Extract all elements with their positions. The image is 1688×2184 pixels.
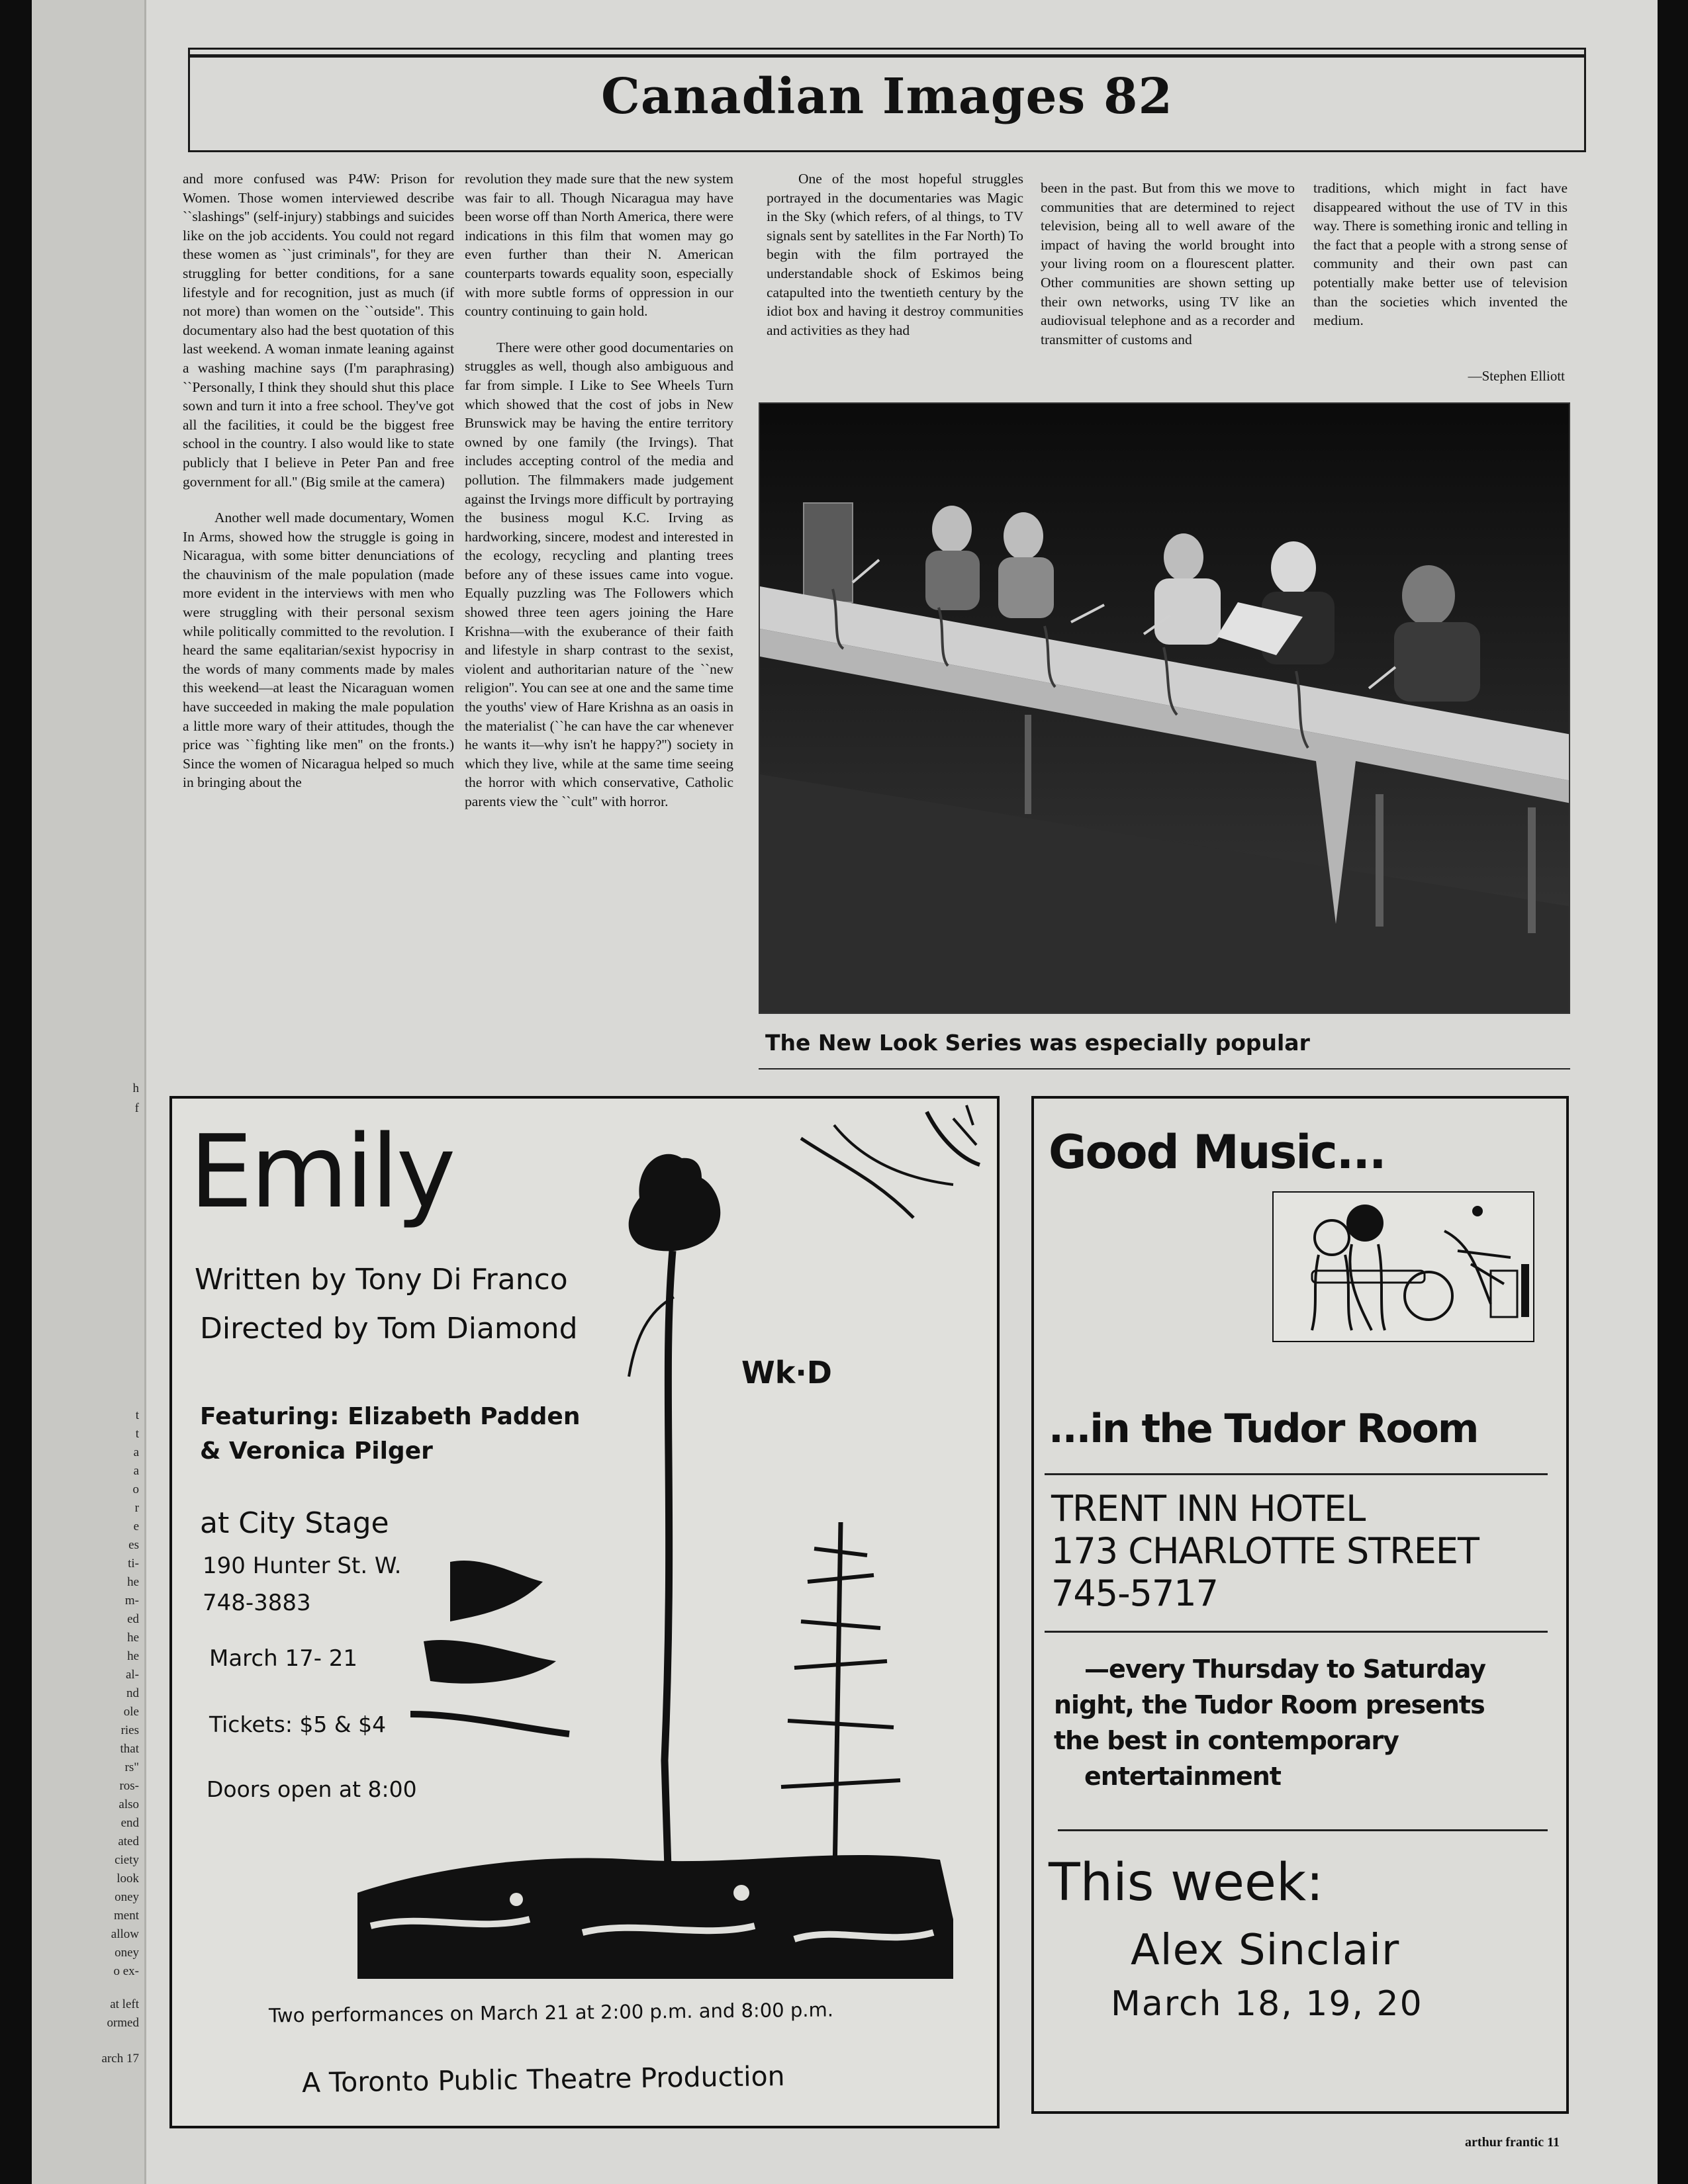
article-paragraph: revolution they made sure that the new system was fair to all. Though Nicaragua may have been worse off than North America, there were indications in this film that women may go even further than their N. American counterparts towards equality soon, especially with more subtle forms of oppression in our country continuing to gain hold. <box>465 171 733 320</box>
fold-text-fragment: o <box>132 1482 139 1496</box>
panel-photo-drawing <box>760 404 1570 1014</box>
article-column-5 <box>1313 179 1568 357</box>
fold-text-fragment: ti- <box>128 1557 139 1570</box>
fold-text-fragment: al- <box>125 1668 139 1682</box>
music-rule-2 <box>1045 1631 1548 1633</box>
fold-text-fragment: that <box>120 1742 139 1756</box>
fold-text-fragment: m- <box>124 1594 139 1608</box>
fold-text-fragment: ole <box>123 1705 139 1719</box>
article-column-1 <box>183 169 454 1083</box>
fold-text-fragment: r <box>134 1501 139 1515</box>
fold-text-fragment: h <box>132 1081 139 1095</box>
artist-dates: March 18, 19, 20 <box>1111 1984 1423 2024</box>
newspaper-page <box>32 0 1658 2184</box>
fold-text-fragment: f <box>134 1101 139 1115</box>
promo-line-4: entertainment <box>1084 1762 1281 1791</box>
fold-text-fragment: ormed <box>107 2016 139 2030</box>
ad-headline: Good Music... <box>1049 1125 1385 1179</box>
director-credit: Directed by Tom Diamond <box>200 1312 578 1345</box>
fold-text-fragment: he <box>127 1649 139 1663</box>
article-paragraph: There were other good documentaries on struggles as well, though also ambiguous and far from simple. I Like to See Wheels Turn which showed that the cost of jobs in New Brunswick may be having the entire territory owned by one family (the Irvings). That includes accepting control of the media and pollution. The filmmakers made judgement against the Irvings more difficult by portraying the business mogul K.C. Irving as hardworking, sincere, modest and interested in the ecology, recycling and planting trees before any of these issues came into vogue. Equally puzzling was The Followers which showed three teen agers joining the Hare Krishna—with the exuberance of their faith and lifestyle in sharp contrast to the sexist, violent and authoritarian nature of the ``new religion''. You can see at one and the same time the youths' view of Hare Krishna as an oasis in the materialist (``he can have the car whenever he wants it—why isn't he happy?'') society in which they live, while at the same time seeing the horror with which conservative, Catholic parents view the ``cult'' with horror. <box>465 339 733 809</box>
fold-text-fragment: t <box>135 1408 139 1422</box>
fold-text-fragment: rs" <box>124 1760 139 1774</box>
promo-line-3: the best in contemporary <box>1054 1726 1399 1755</box>
fold-text-fragment: ries <box>120 1723 139 1737</box>
fold-text-fragment: allow <box>111 1927 139 1941</box>
fold-text-fragment: ros- <box>119 1779 139 1793</box>
venue-address: 190 Hunter St. W. <box>203 1553 402 1579</box>
tudor-room-advertisement <box>1031 1096 1569 2114</box>
fold-text-fragment: look <box>117 1872 139 1886</box>
article-column-2 <box>465 169 733 1083</box>
hotel-street: 173 CHARLOTTE STREET <box>1051 1530 1479 1572</box>
fold-text-fragment: also <box>118 1797 139 1811</box>
play-title: Emily <box>189 1113 453 1230</box>
fold-text-fragment: t <box>135 1427 139 1441</box>
music-rule-3 <box>1058 1829 1548 1831</box>
performance-times: Two performances on March 21 at 2:00 p.m. and 8:00 p.m. <box>268 1998 834 2027</box>
ticket-prices: Tickets: $5 & $4 <box>209 1711 387 1737</box>
band-illustration <box>1272 1191 1534 1342</box>
bird-marks: Wk·D <box>741 1355 832 1390</box>
fold-text-fragment: ated <box>118 1835 139 1848</box>
featured-artist: Alex Sinclair <box>1131 1926 1400 1975</box>
fold-text-fragment: e <box>133 1520 139 1533</box>
venue-phone: 748-3883 <box>203 1590 311 1616</box>
fold-text-fragment: ment <box>114 1909 139 1923</box>
doors-time: Doors open at 8:00 <box>207 1776 417 1802</box>
caption-rule <box>759 1068 1570 1069</box>
fold-text-fragment: he <box>127 1575 139 1589</box>
article-paragraph: traditions, which might in fact have disappeared without the use of TV in this way. There is something ironic and telling in the fact that a people with a strong sense of community and their own past can potentially make better use of television than the societies which invented the medium. <box>1313 180 1568 329</box>
fold-text-fragment: ciety <box>115 1853 139 1867</box>
page-header <box>188 48 1586 152</box>
fold-text-fragment: a <box>133 1464 139 1478</box>
fold-text-fragment: oney <box>115 1890 139 1904</box>
fold-text-fragment: end <box>120 1816 139 1830</box>
promo-line-2: night, the Tudor Room presents <box>1054 1690 1485 1719</box>
featuring-line-2: & Veronica Pilger <box>200 1437 433 1465</box>
this-week-label: This week: <box>1049 1853 1324 1913</box>
playwright-credit: Written by Tony Di Franco <box>195 1263 568 1297</box>
run-dates: March 17- 21 <box>209 1645 358 1672</box>
article-paragraph: One of the most hopeful struggles portrayed in the documentaries was Magic in the Sky (which refers, of al things, to TV signals sent by satellites in the Far North) To begin with the film portrayed the understandable shock of Eskimos being catapulted into the twentieth century by the idiot box and having it destroy communities and activities as they had <box>767 171 1023 338</box>
venue-name: at City Stage <box>200 1506 389 1540</box>
article-column-3 <box>767 169 1023 388</box>
fold-text-fragment: o ex- <box>113 1964 139 1978</box>
fold-text-fragment: at left <box>110 1997 139 2011</box>
page-title: Canadian Images 82 <box>600 68 1174 125</box>
fold-text-fragment: es <box>128 1538 139 1552</box>
emily-play-advertisement <box>169 1096 1000 2128</box>
article-signature: —Stephen Elliott <box>1468 368 1565 384</box>
article-paragraph: Another well made documentary, Women In Arms, showed how the struggle is going in Nicaragua, with some bitter denunciations of the chauvinism of the male population (made more evident in the interviews with men who were struggling with their personal sexism while politically committed to the revolution. I heard the same eqalitarian/sexist hypocrisy in the words of many comments made by males this weekend—at least the Nicaraguan women have succeeded in making the male population a little more wary of their attitudes, though the price was ``fighting like men'' on the fronts.) Since the women of Nicaragua helped so much in bringing about the <box>183 510 454 791</box>
article-paragraph: been in the past. But from this we move to communities that are determined to reject television, being all to well aware of the impact of having the world brought into your living room on a flourescent platter. Other communities are shown setting up their own networks, using TV like an audiovisual telephone and as a recorder and transmitter of customs and <box>1041 180 1295 347</box>
fold-text-fragment: he <box>127 1631 139 1645</box>
article-column-4 <box>1041 179 1295 390</box>
featuring-line-1: Featuring: Elizabeth Padden <box>200 1403 581 1430</box>
photo-caption: The New Look Series was especially popular <box>765 1030 1310 1056</box>
music-rule-1 <box>1045 1473 1548 1475</box>
page-footer: arthur frantic 11 <box>1465 2135 1560 2150</box>
fold-text-fragment: a <box>133 1445 139 1459</box>
hotel-phone: 745-5717 <box>1051 1572 1218 1614</box>
fold-text-fragment: ed <box>127 1612 139 1626</box>
production-company: A Toronto Public Theatre Production <box>301 2060 785 2099</box>
previous-page-fold <box>32 0 146 2184</box>
fold-text-fragment: arch 17 <box>101 2052 139 2066</box>
winter-trees-illustration <box>172 1099 1000 2128</box>
panel-photograph <box>759 402 1570 1014</box>
promo-line-1: —every Thursday to Saturday <box>1084 1655 1486 1684</box>
fold-text-fragment: oney <box>115 1946 139 1960</box>
hotel-name: TRENT INN HOTEL <box>1051 1488 1366 1529</box>
article-paragraph: and more confused was P4W: Prison for Women. Those women interviewed describe ``slashings'' (self-injury) stabbings and suicides like on the job accidents. You could not regard these women as ``just criminals'', for they are struggling for better conditions, for a sane lifestyle and for recognition, just as much (if not more) than women on the ``outside''. This documentary also had the best quotation of this last weekend. A woman inmate leaning against a washing machine says (I'm paraphrasing) ``Personally, I think they should shut this place sown and turn it into a free school. They've got all the facilities, it could be the biggest free school in the country. I also would like to state publicly that I believe in Peter Pan and free government for all.'' (Big smile at the camera) <box>183 171 454 490</box>
fold-text-fragment: nd <box>126 1686 139 1700</box>
ad-subhead: ...in the Tudor Room <box>1049 1406 1478 1452</box>
